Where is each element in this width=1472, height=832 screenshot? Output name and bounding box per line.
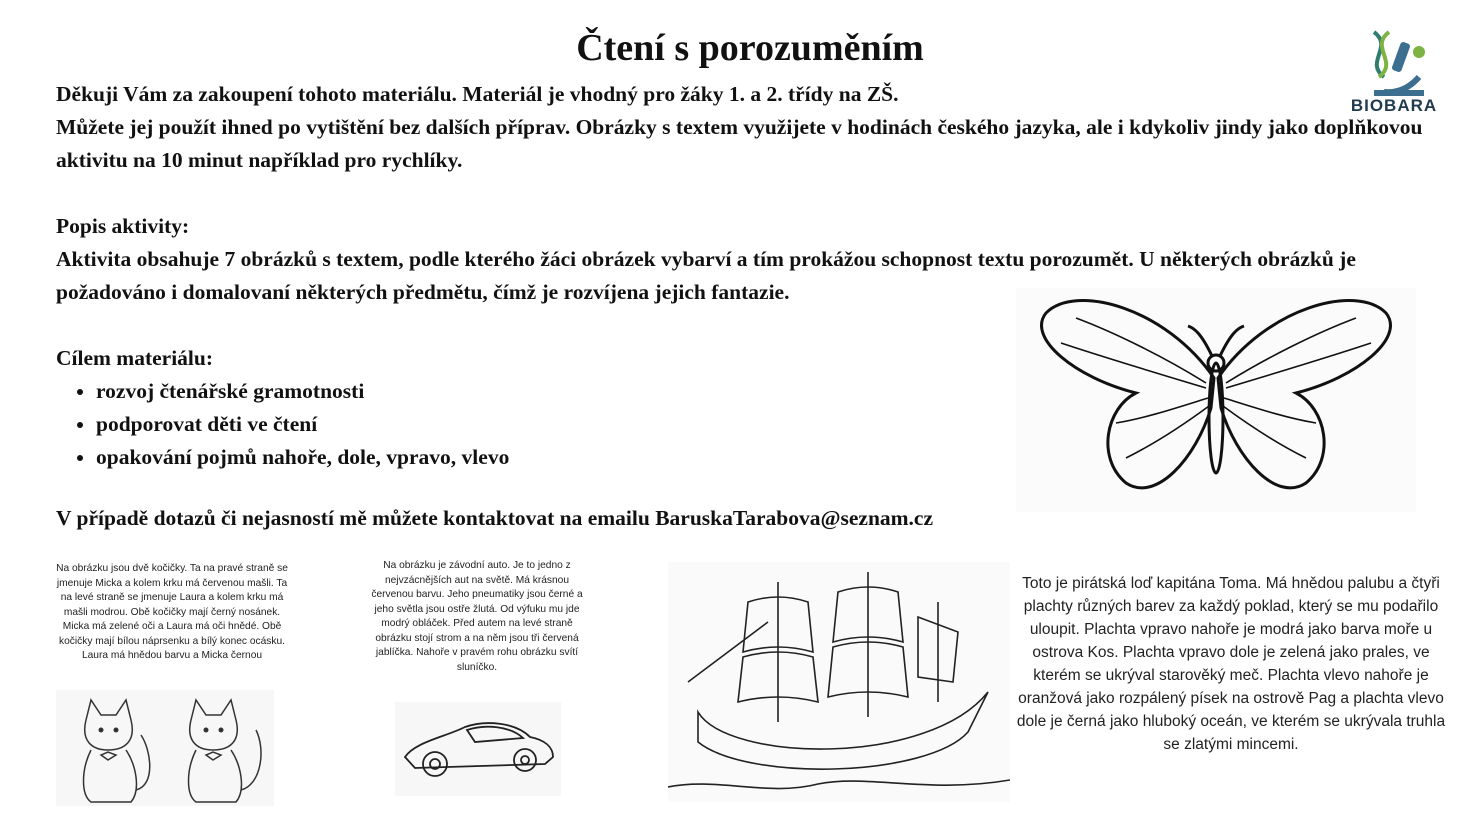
logo-text: BIOBARA (1350, 96, 1438, 115)
goals-heading: Cílem materiálu: (56, 346, 214, 370)
activity-text: Aktivita obsahuje 7 obrázků s textem, podle kterého žáci obrázek vybarví a tím prokážou schopnost textu porozumět. U některých obrázků je požadováno i domalovaní některých předmětu, čímž je rozvíjena jejich fantazie. (56, 247, 1356, 304)
page-title: Čtení s porozuměním (576, 27, 924, 69)
goal-item: • rozvoj čtenářské gramotnosti (96, 375, 1436, 408)
ship-text: Toto je pirátská loď kapitána Toma. Má hnědou palubu a čtyři plachty různých barev za každý poklad, který se mu podařilo uloupit. Plachta vpravo nahoře je modrá jako barva moře u ostrova Kos. Plachta vpravo dole je zelená jako prales, ve kterém se ukrýval starověký meč. Plachta vlevo nahoře je oranžová jako rozpálený písek na ostrově Pag a plachta vlevo dole je černá jako hluboký oceán, ve kterém se ukrývala truhla se zlatými mincemi. (1016, 575, 1446, 753)
intro-line-1: Děkuji Vám za zakoupení tohoto materiálu. Materiál je vhodný pro žáky 1. a 2. třídy na ZŠ. (56, 82, 899, 106)
goal-item: • opakování pojmů nahoře, dole, vpravo, vlevo (96, 441, 1436, 474)
pirate-ship-illustration (668, 562, 1010, 802)
car-illustration (395, 702, 561, 796)
car-text: Na obrázku je závodní auto. Je to jedno z nejvzácnějších aut na světě. Má krásnou červenou barvu. Jeho pneumatiky jsou černé a jeho světla jsou ostře žlutá. Od výfuku mu jde modrý obláček. Před autem na levé straně obrázku stojí strom a na něm jsou tři červená jablíčka. Nahoře v pravém rohu obrázku svítí sluníčko. (371, 560, 583, 673)
cats-illustration (56, 690, 274, 806)
goal-item: • podporovat děti ve čtení (96, 408, 1436, 441)
intro-line-2: Můžete jej použít ihned po vytištění bez dalších příprav. Obrázky s textem využijete v hodinách českého jazyka, ale i kdykoliv jindy jako doplňkovou aktivitu na 10 minut například pro rychlíky. (56, 115, 1423, 172)
cats-text: Na obrázku jsou dvě kočičky. Ta na pravé straně se jmenuje Micka a kolem krku má červenou mašli. Ta na levé straně se jmenuje Laura a kolem krku má mašli modrou. Obě kočičky mají černý nosánek. Micka má zelené oči a Laura má oči hnědé. Obě kočičky mají bílou náprsenku a bílý konec ocásku. Laura má hnědou barvu a Micka černou (56, 563, 288, 661)
butterfly-illustration (1016, 288, 1416, 512)
contact-line: V případě dotazů či nejasností mě můžete kontaktovat na emailu BaruskaTarabova@seznam.cz (56, 506, 934, 530)
activity-heading: Popis aktivity: (56, 214, 190, 238)
